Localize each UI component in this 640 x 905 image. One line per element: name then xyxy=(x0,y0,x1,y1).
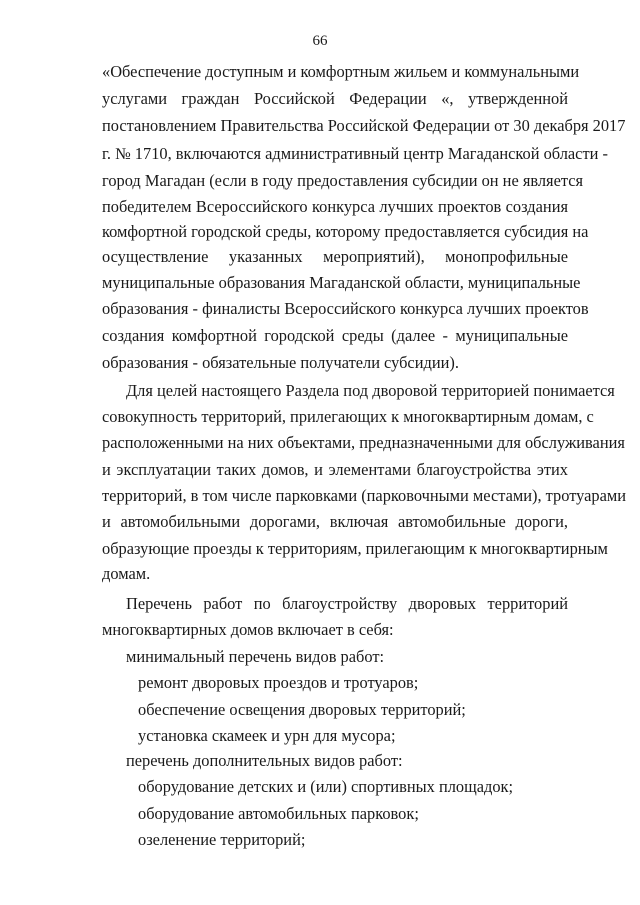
paragraph-line: совокупность территорий, прилегающих к многоквартирным домам, с xyxy=(102,407,594,426)
paragraph-line: и автомобильными дорогами, включая автомобильные дороги, xyxy=(102,512,568,531)
paragraph-line: Перечень работ по благоустройству дворовых территорий xyxy=(126,594,568,613)
paragraph-line: г. № 1710, включаются административный центр Магаданской области - xyxy=(102,144,608,163)
paragraph-line: Для целей настоящего Раздела под дворовой территорией понимается xyxy=(126,381,615,400)
paragraph-line: победителем Всероссийского конкурса лучших проектов создания xyxy=(102,197,568,216)
list-item: оборудование автомобильных парковок; xyxy=(138,804,419,823)
additional-list-heading: перечень дополнительных видов работ: xyxy=(126,751,403,770)
paragraph-line: расположенными на них объектами, предназначенными для обслуживания xyxy=(102,433,625,452)
list-item: оборудование детских и (или) спортивных площадок; xyxy=(138,777,514,796)
list-item: ремонт дворовых проездов и тротуаров; xyxy=(138,673,419,692)
list-item: установка скамеек и урн для мусора; xyxy=(138,726,396,745)
paragraph-line: постановлением Правительства Российской Федерации от 30 декабря 2017 xyxy=(102,116,626,135)
paragraph-line: создания комфортной городской среды (далее - муниципальные xyxy=(102,326,568,345)
paragraph-line: муниципальные образования Магаданской области, муниципальные xyxy=(102,273,581,292)
minimal-list-heading: минимальный перечень видов работ: xyxy=(126,647,385,666)
paragraph-line: домам. xyxy=(102,564,151,583)
list-item: обеспечение освещения дворовых территорий; xyxy=(138,700,466,719)
page-number: 66 xyxy=(312,33,328,49)
paragraph-line: осуществление указанных мероприятий), монопрофильные xyxy=(102,247,568,266)
paragraph-line: образования - финалисты Всероссийского конкурса лучших проектов xyxy=(102,299,589,318)
paragraph-line: образования - обязательные получатели субсидии). xyxy=(102,353,459,372)
paragraph-line: территорий, в том числе парковками (парковочными местами), тротуарами xyxy=(102,486,627,505)
paragraph-line: комфортной городской среды, которому предоставляется субсидия на xyxy=(102,222,589,241)
paragraph-line: и эксплуатации таких домов, и элементами благоустройства этих xyxy=(102,460,568,479)
paragraph-line: образующие проезды к территориям, прилегающим к многоквартирным xyxy=(102,539,608,558)
paragraph-line: «Обеспечение доступным и комфортным жильем и коммунальными xyxy=(102,62,580,81)
paragraph-line: многоквартирных домов включает в себя: xyxy=(102,620,394,639)
list-item: озеленение территорий; xyxy=(138,830,306,849)
paragraph-line: город Магадан (если в году предоставления субсидии он не является xyxy=(102,171,584,190)
paragraph-line: услугами граждан Российской Федерации «, утвержденной xyxy=(102,89,568,108)
